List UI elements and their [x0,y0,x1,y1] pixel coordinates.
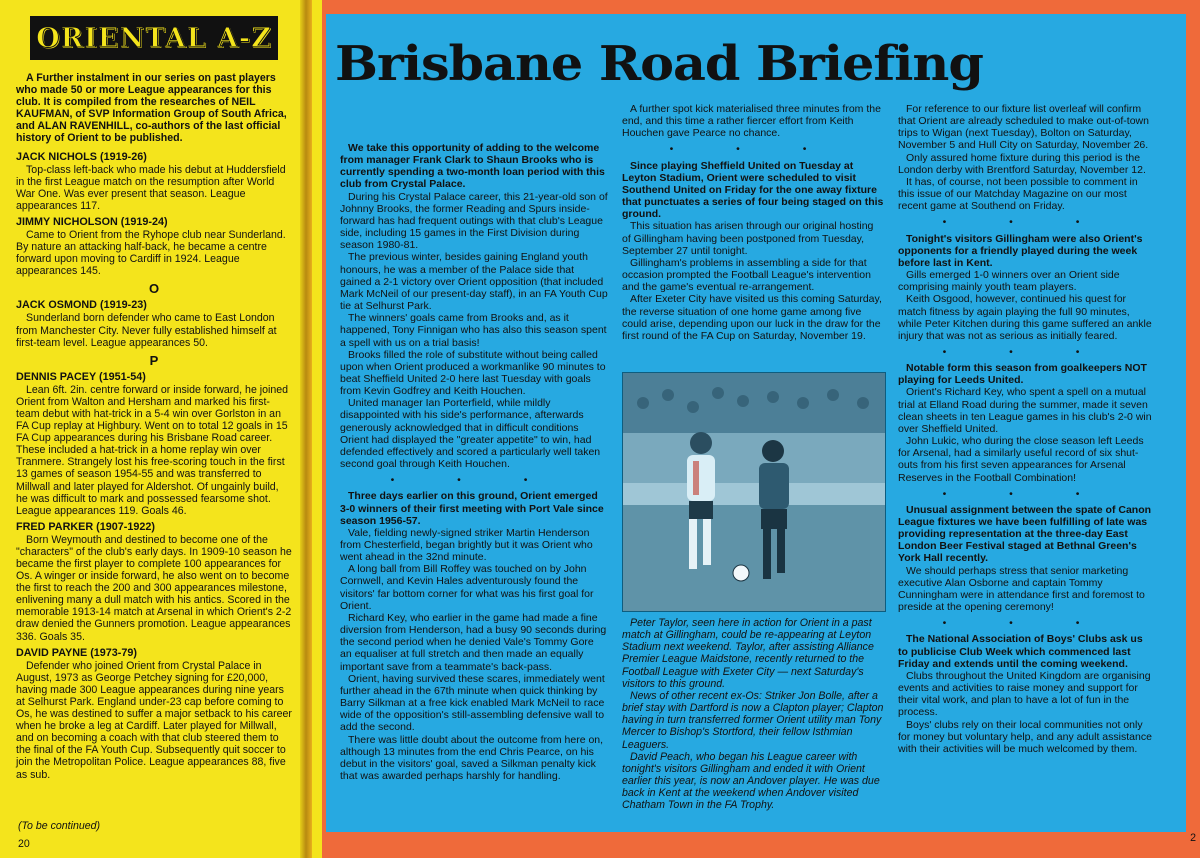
body-paragraph: For reference to our fixture list overleaf will confirm that Orient are already scheduled to make out-of-town trips to Wigan (next Tuesday), Bolton on Saturday, November 5 and Hull City on Saturday, November 26. [898,103,1149,152]
caption-paragraph: Peter Taylor, seen here in action for Orient in a past match at Gillingham, could be re-appearing at Leyton Stadium next weekend. Taylor, after assisting Alliance Premier League Maidstone, recently returned to the Football League with Exeter City — next Saturday's visitors to this ground. [622,617,874,690]
oriental-a-z-banner [30,16,278,60]
entry-name: JIMMY NICHOLSON (1919-24) [16,215,168,228]
intro-paragraph: A Further instalment in our series on past players who made 50 or more League appearances for this club. It is compiled from the researches of NEIL KAUFMAN, of SVP Information Group of South Africa, and ALAN RAVENHILL, co-authors of the last official history of Orient to be published. [16,72,287,145]
body-paragraph: Keith Osgood, however, continued his quest for match fitness by again playing the full 90 minutes, while Peter Kitchen during this game suffered an ankle injury that was not as serious as initially feared. [898,293,1152,342]
body-paragraph: Gillingham's problems in assembling a side for that occasion prompted the Football League's intervention and the game's eventual re-arrangement. [622,256,871,294]
lead-paragraph: We take this opportunity of adding to the welcome from manager Frank Clark to Shaun Brooks who is currently spending a two-month loan period with this club from Crystal Palace. [340,142,605,191]
to-be-continued: (To be continued) [18,820,101,832]
lead-paragraph: Since playing Sheffield United on Tuesday at Leyton Stadium, Orient were scheduled to visit Southend United on Friday for the one away fixture that punctuates a series of four being staged on this ground. [622,159,884,221]
letter-heading: O [148,281,160,297]
body-paragraph: There was little doubt about the outcome from here on, although 13 minutes from the end Chris Pearce, on his debut in the visitors' goal, saved a Silkman penalty kick that was awarded perhaps harshly for handling. [340,733,604,782]
lead-paragraph: The National Association of Boys' Clubs ask us to publicise Club Week which commenced last Friday and extends until the coming weekend. [898,633,1143,670]
body-paragraph: The previous winter, besides gaining England youth honours, he was a member of the Palace side that gained a 2-1 victory over Orient opposition (that included Mark McNeil of our present-day staff), in an FA Youth Cup tie at Selhurst Park. [340,251,608,313]
entry-name: JACK NICHOLS (1919-26) [16,150,147,163]
body-paragraph: Richard Key, who earlier in the game had made a fine diversion from Henderson, had a busy 90 seconds during the second period when he denied Vale's Tommy Gore an equaliser at full stretch and then made an equally important save from a teammate's back-pass. [340,611,607,673]
body-paragraph: Boys' clubs rely on their local communities not only for money but voluntary help, and any adult assistance with their activities will be much welcomed by them. [898,718,1152,755]
article-column-3 [898,103,1154,755]
body-paragraph: During his Crystal Palace career, this 21-year-old son of Johnny Brooks, the former Reading and Spurs inside-forward has had frequent outings with that club's League side, including 15 games in the First Division during season 1980-81. [340,190,608,252]
section-separator: • • • [669,143,837,156]
right-page-yellow-strip [312,0,322,858]
section-separator: • • • [942,487,1110,500]
body-paragraph: A long ball from Bill Roffey was touched on by John Cornwell, and Kevin Hales adventurously found the visitors' far bottom corner for what was his first goal for Orient. [340,563,594,612]
match-photo-illustration [623,373,885,611]
article-column-2 [622,103,884,342]
body-paragraph: The winners' goals came from Brooks and, as it happened, Tony Finnigan who has also this season spent a spell with us on a trial basis! [340,312,607,349]
lead-paragraph: Unusual assignment between the spate of Canon League fixtures we have been fulfilling of late was providing representation at the three-day East London Beer Festival staged at Bethnal Green's York Hall recently. [898,503,1152,565]
section-separator: • • • [942,345,1110,358]
caption-paragraph: David Peach, who began his League career with tonight's visitors Gillingham and ended it with Orient earlier this year, is now an Andover player. He was due back in Kent at the weekend when Andover visited Chatham Town in the FA Trophy. [622,750,880,812]
entry-text: Lean 6ft. 2in. centre forward or inside forward, he joined Orient from Walton and Hersham and marked his first-team debut with hat-trick in a 5-4 win over Gorlston in an FA Cup replay at Highbury. Went on to total 12 goals in 15 FA Cup appearances during his Brisbane Road career. These included a hat-trick in a home replay win over Tranmere. Strangely lost his free-scoring touch in the first 13 games of season 1954-55 and was transferred to Millwall and later played for Aldershot. Of ungainly build, he was difficult to mark and possessed fearsome shot. League appearances 119. Goals 46. [16,383,289,517]
oriental-a-z-article [16,72,292,781]
body-paragraph: After Exeter City have visited us this coming Saturday, the reverse situation of one home game among five could arise, depending upon our luck in the draw for the first round of the FA Cup on Saturday, November 19. [622,293,882,342]
body-paragraph: A further spot kick materialised three minutes from the end, and this time a rather fiercer effort from Keith Houchen gave Pearce no chance. [622,103,881,140]
entry-name: DAVID PAYNE (1973-79) [16,646,138,659]
body-paragraph: We should perhaps stress that senior marketing executive Alan Osborne and captain Tommy Cunningham were in attendance first and foremost to preside at the opening ceremony! [898,564,1145,614]
entry-name: JACK OSMOND (1919-23) [16,299,147,312]
body-paragraph: John Lukic, who during the close season left Leeds for Arsenal, had a similarly useful record of six shut-outs from his first seven appearances for Arsenal Reserves in the Football Combination! [898,435,1144,484]
lead-paragraph: Tonight's visitors Gillingham were also Orient's opponents for a friendly played during the week before last in Kent. [898,232,1143,269]
banner-title: ORIENTAL A-Z [36,22,272,54]
entry-text: Came to Orient from the Ryhope club near Sunderland. By nature an attacking half-back, he became a centre forward upon moving to Cardiff in 1924. League appearances 145. [16,228,286,278]
body-paragraph: Orient, having survived these scares, immediately went further ahead in the 67th minute when quick thinking by Barry Silkman at a free kick enabled Mark McNeil to race wide of the opposition's still-assembling defensive wall to add the second. [340,672,605,734]
entry-text: Defender who joined Orient from Crystal Palace in August, 1973 as George Petchey signing for £20,000, having made 300 League appearances during nine years at Selhurst Park. England under-23 cap before coming to Os, he was destined to suffer a major setback to his career when he broke a leg at Cardiff. Later played for Millwall, and on becoming a coach with that club steered them to the final of the FA Youth Cup. Subsequently quit soccer to join the Metropolitan Police. League appearances 88, five as sub. [16,659,292,781]
match-photo [622,372,886,612]
photo-caption [622,617,884,812]
section-separator: • • • [942,617,1110,630]
caption-paragraph: News of other recent ex-Os: Striker Jon Bolle, after a brief stay with Dartford is now a Clapton player; Clapton having in turn transferred former Orient utility man Tony Mercer to Bishop's Stortford, their fellow Isthmian Leaguers. [622,689,884,751]
entry-text: Sunderland born defender who came to East London from Manchester City. Never fully established himself at first-team level. League appearances 50. [16,312,277,349]
body-paragraph: Orient's Richard Key, who spent a spell on a mutual trial at Elland Road during the summer, made it seven clean sheets in ten League games in his club's 2-0 win over Sheffield United. [898,386,1152,435]
section-separator: • • • [390,474,558,487]
article-column-1 [340,138,608,782]
entry-name: DENNIS PACEY (1951-54) [16,370,146,383]
body-paragraph: Brooks filled the role of substitute without being called upon when Orient produced a workmanlike 90 minutes to beat Sheffield United 2-0 here last Tuesday with goals from Kevin Godfrey and Keith Houchen. [340,348,606,398]
page-spine [300,0,312,858]
body-paragraph: Gills emerged 1-0 winners over an Orient side comprising mainly youth team players. [898,269,1120,294]
body-paragraph: It has, of course, not been possible to comment in this issue of our Matchday Magazine on our most recent game at Southend on Friday. [898,175,1138,213]
page-headline: Brisbane Road Briefing [335,36,983,92]
body-paragraph: Clubs throughout the United Kingdom are organising events and activities to raise money and support for their vital work, and plan to have a lot of fun in the process. [898,669,1151,719]
letter-heading: P [149,352,159,368]
entry-text: Top-class left-back who made his debut at Huddersfield in the first League match on the resumption after World War One. Was ever present that season. League appearances 117. [16,163,286,212]
entry-text: Born Weymouth and destined to become one of the "characters" of the club's early days. In 1909-10 season he became the first player to complete 100 appearances for Os. A winger or inside forward, he also went on to become the first to reach the 200 and 300 appearances milestone, enlivening many a dull match with his antics. Scored in the memorable 1913-14 match at Arsenal in which Orient's 2-2 draw denied the Gunners promotion. League appearances 336. Goals 35. [16,533,292,643]
section-separator: • • • [942,216,1110,229]
body-paragraph: Only assured home fixture during this period is the London derby with Brentford Saturday, November 12. [898,151,1146,176]
page-number-right: 2 [1190,832,1196,844]
lead-paragraph: Notable form this season from goalkeepers NOT playing for Leeds United. [898,362,1147,387]
entry-name: FRED PARKER (1907-1922) [16,520,156,533]
lead-paragraph: Three days earlier on this ground, Orient emerged 3-0 winners of their first meeting with Port Vale since season 1956-57. [340,490,604,527]
body-paragraph: Vale, fielding newly-signed striker Martin Henderson from Chesterfield, began brightly but it was Orient who went ahead in the 32nd minute. [340,526,593,564]
page-number-left: 20 [18,838,30,850]
body-paragraph: United manager Ian Porterfield, while mildly disappointed with his side's performance, afterwards generously acknowledged that in difficult conditions Orient had displayed the "greater appetite" to win, had defended effectively and scored a particularly well taken second goal through Keith Houchen. [340,397,601,471]
body-paragraph: This situation has arisen through our original hosting of Gillingham having been postponed from Tuesday, September 27 until tonight. [622,220,874,257]
